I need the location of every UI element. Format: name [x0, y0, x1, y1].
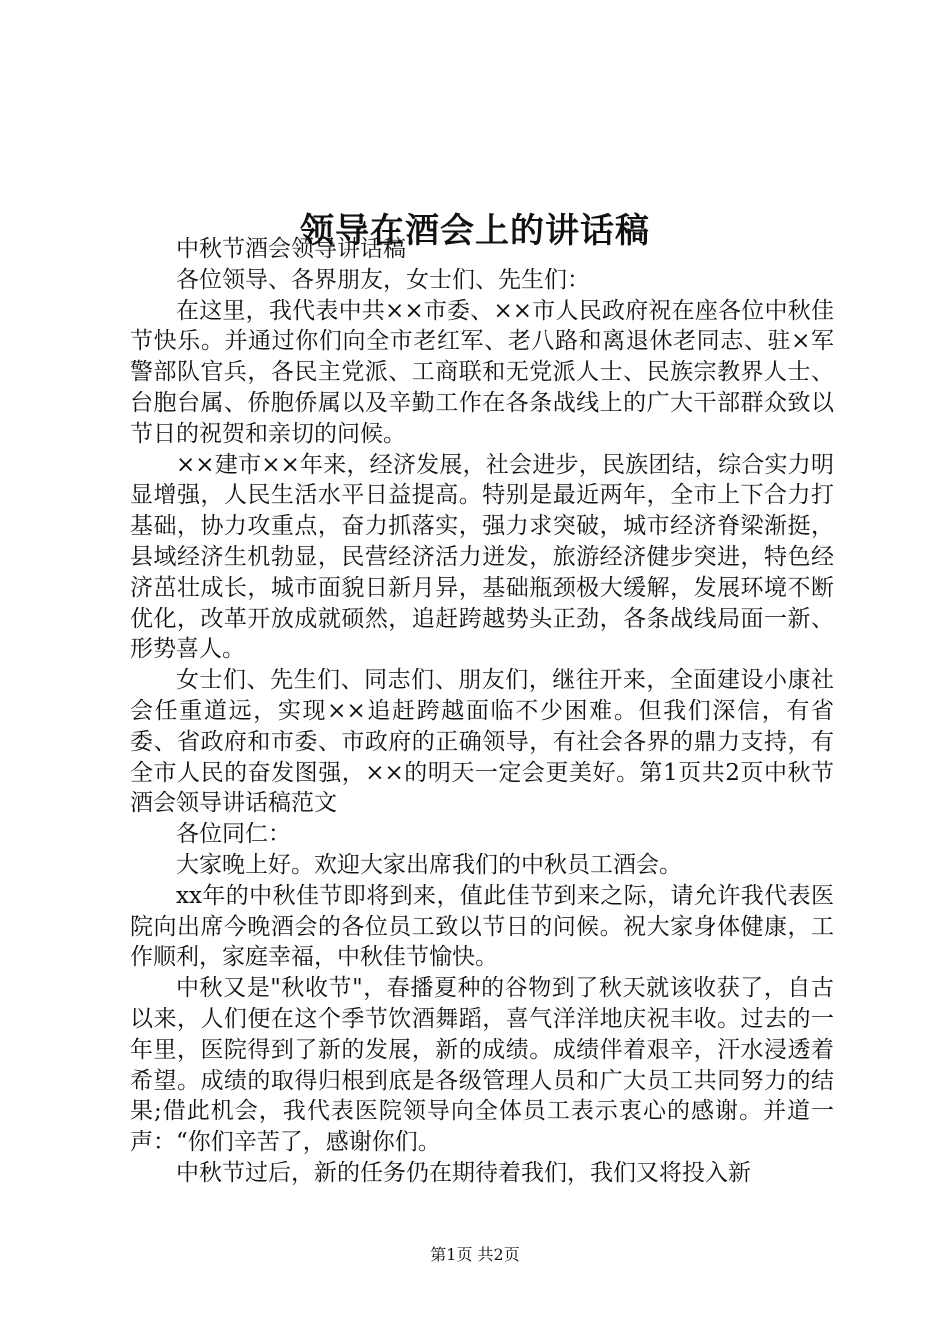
document-title: 领导在酒会上的讲话稿 — [300, 210, 650, 251]
paragraph-8: xx年的中秋佳节即将到来，值此佳节到来之际，请允许我代表医院向出席今晚酒会的各位员工致以节日的问候。祝大家身体健康，工作顺利，家庭幸福，中秋佳节愉快。 — [130, 882, 834, 971]
paragraph-10: 中秋节过后，新的任务仍在期待着我们，我们又将投入新 — [176, 1159, 751, 1186]
paragraph-7: 大家晚上好。欢迎大家出席我们的中秋员工酒会。 — [176, 851, 682, 878]
paragraph-5: 女士们、先生们、同志们、朋友们，继往开来，全面建设小康社会任重道远，实现××追赶跨越面临不少困难。但我们深信，有省委、省政府和市委、市政府的正确领导，有社会各界的鼎力支持，有全市人民的奋发图强，××的明天一定会更美好。第1页共2页中秋节酒会领导讲话稿范文 — [130, 667, 834, 817]
paragraph-3: 在这里，我代表中共××市委、××市人民政府祝在座各位中秋佳节快乐。并通过你们向全市老红军、老八路和离退休老同志、驻×军警部队官兵，各民主党派、工商联和无党派人士、民族宗教界人士、台胞台属、侨胞侨属以及辛勤工作在各条战线上的广大干部群众致以节日的祝贺和亲切的问候。 — [130, 297, 834, 447]
paragraph-6: 各位同仁： — [176, 821, 291, 848]
paragraph-4: ××建市××年来，经济发展，社会进步，民族团结，综合实力明显增强，人民生活水平日益提高。特别是最近两年，全市上下合力打基础，协力攻重点，奋力抓落实，强力求突破，城市经济脊梁渐挺，县域经济生机勃显，民营经济活力迸发，旅游经济健步突进，特色经济茁壮成长，城市面貌日新月异，基础瓶颈极大缓解，发展环境不断优化，改革开放成就硕然，追赶跨越势头正劲，各条战线局面一新、形势喜人。 — [130, 451, 834, 663]
page-footer: 第1页 共2页 — [430, 1245, 520, 1264]
document-body — [130, 234, 834, 1189]
paragraph-2: 各位领导、各界朋友，女士们、先生们： — [176, 266, 590, 293]
paragraph-1: 中秋节酒会领导讲话稿 — [176, 236, 406, 262]
paragraph-9: 中秋又是"秋收节"，春播夏种的谷物到了秋天就该收获了，自古以来，人们便在这个季节饮酒舞蹈，喜气洋洋地庆祝丰收。过去的一年里，医院得到了新的发展，新的成绩。成绩伴着艰辛，汗水浸透着希望。成绩的取得归根到底是各级管理人员和广大员工共同努力的结果;借此机会，我代表医院领导向全体员工表示衷心的感谢。并道一声：“你们辛苦了，感谢你们。 — [130, 975, 834, 1156]
